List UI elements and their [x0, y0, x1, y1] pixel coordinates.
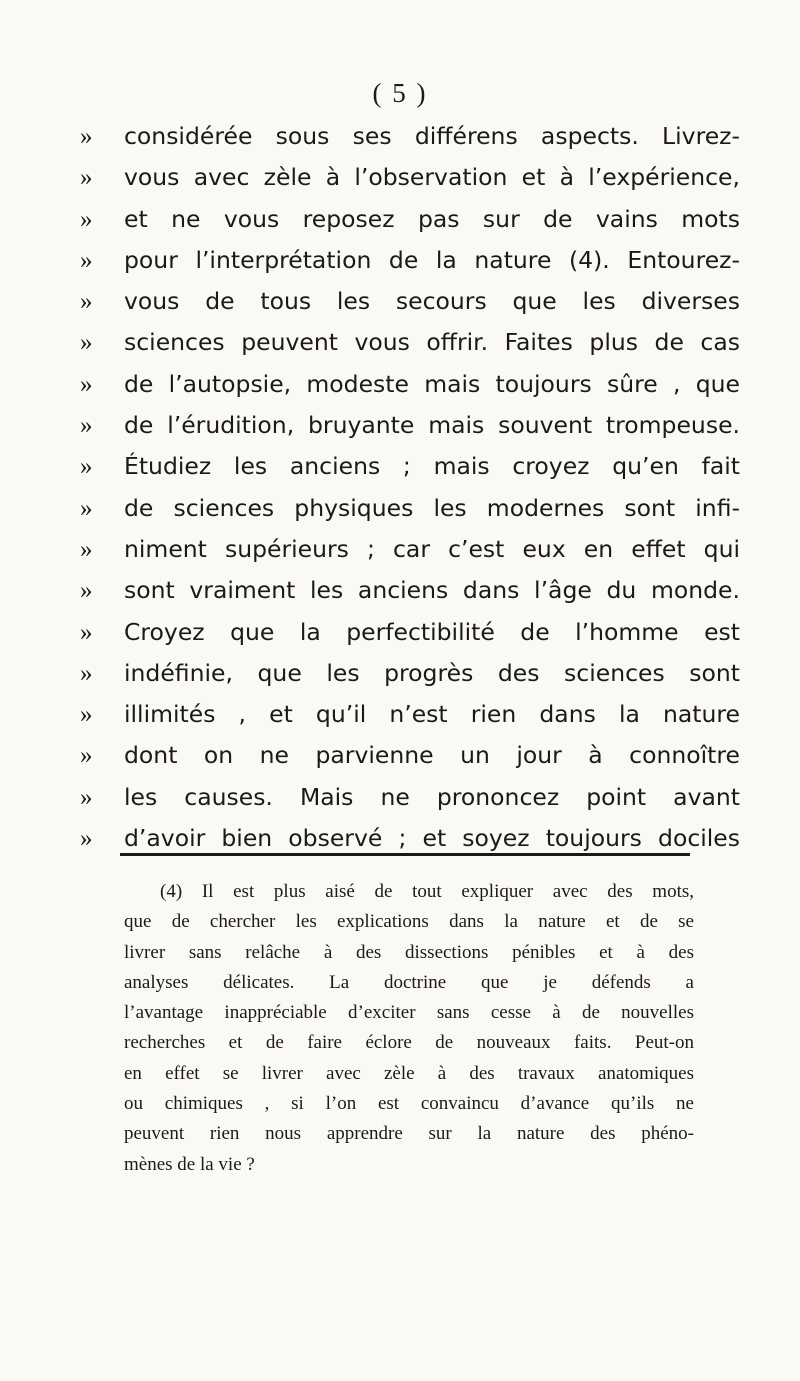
text-line — [80, 411, 740, 452]
line-text: de l’autopsie, modeste mais toujours sûre , que — [124, 369, 740, 398]
footnote-line: mènes de la vie ? — [124, 1153, 255, 1175]
quote-mark: » — [80, 412, 93, 440]
line-text: d’avoir bien observé ; et soyez toujours dociles — [124, 824, 740, 853]
text-line — [80, 494, 740, 535]
quote-mark: » — [80, 535, 93, 563]
text-line — [80, 535, 740, 576]
text-line — [80, 246, 740, 287]
text-line — [80, 328, 740, 369]
footnote-line: peuvent rien nous apprendre sur la nature des phéno- — [124, 1123, 694, 1145]
line-text: Croyez que la perfectibilité de l’homme est — [124, 617, 740, 646]
quote-mark: » — [80, 618, 93, 646]
text-line — [80, 370, 740, 411]
line-text: dont on ne parvienne un jour à connoître — [124, 741, 740, 770]
line-text: pour l’interprétation de la nature (4). Entourez- — [124, 245, 740, 274]
line-text: considérée sous ses différens aspects. Livrez- — [124, 122, 740, 150]
line-text: les causes. Mais ne prononcez point avant — [124, 782, 740, 811]
footnote-line: en effet se livrer avec zèle à des travaux anatomiques — [124, 1062, 694, 1084]
quote-mark: » — [80, 288, 93, 316]
quote-mark: » — [80, 370, 93, 398]
quote-mark: » — [80, 246, 93, 274]
quote-mark: » — [80, 164, 93, 192]
quote-mark: » — [80, 783, 93, 811]
line-text: Étudiez les anciens ; mais croyez qu’en fait — [124, 452, 740, 481]
text-line — [80, 287, 740, 328]
line-text: illimités , et qu’il n’est rien dans la nature — [124, 700, 740, 729]
text-line — [80, 659, 740, 700]
footnote-line: recherches et de faire éclore de nouveaux faits. Peut-on — [124, 1032, 694, 1054]
main-text — [80, 122, 740, 865]
footnote-line: livrer sans relâche à des dissections pénibles et à des — [124, 941, 694, 963]
quote-mark: » — [80, 742, 93, 770]
quote-mark: » — [80, 123, 93, 150]
text-line — [80, 700, 740, 741]
text-line — [80, 122, 740, 163]
quote-mark: » — [80, 825, 93, 853]
quote-mark: » — [80, 577, 93, 605]
line-text: vous avec zèle à l’observation et à l’expérience, — [124, 163, 740, 192]
footnote-line: l’avantage inappréciable d’exciter sans cesse à de nouvelles — [124, 1002, 694, 1024]
footnote-line: que de chercher les explications dans la nature et de se — [124, 911, 694, 933]
line-text: de sciences physiques les modernes sont infi- — [124, 493, 740, 522]
footnote-line: analyses délicates. La doctrine que je défends a — [124, 971, 694, 993]
text-line — [80, 205, 740, 246]
line-text: sciences peuvent vous offrir. Faites plus de cas — [124, 328, 740, 357]
line-text: de l’érudition, bruyante mais souvent trompeuse. — [124, 411, 740, 440]
line-text: sont vraiment les anciens dans l’âge du monde. — [124, 576, 740, 605]
quote-mark: » — [80, 205, 93, 233]
line-text: niment supérieurs ; car c’est eux en effet qui — [124, 534, 740, 563]
text-line — [80, 452, 740, 493]
text-line — [80, 576, 740, 617]
quote-mark: » — [80, 659, 93, 687]
text-line — [80, 618, 740, 659]
quote-mark: » — [80, 453, 93, 481]
line-text: vous de tous les secours que les diverses — [124, 287, 740, 316]
text-line — [80, 824, 740, 865]
line-text: et ne vous reposez pas sur de vains mots — [124, 204, 740, 233]
quote-mark: » — [80, 494, 93, 522]
text-line — [80, 741, 740, 782]
text-line — [80, 163, 740, 204]
text-line — [80, 783, 740, 824]
footnote — [124, 877, 694, 1180]
page-number: ( 5 ) — [372, 78, 428, 108]
footnote-separator-rule — [120, 853, 690, 856]
footnote-line: (4) Il est plus aisé de tout expliquer avec des mots, — [160, 881, 694, 902]
quote-mark: » — [80, 701, 93, 729]
line-text: indéfinie, que les progrès des sciences sont — [124, 658, 740, 687]
footnote-line: ou chimiques , si l’on est convaincu d’avance qu’ils ne — [124, 1093, 694, 1115]
quote-mark: » — [80, 329, 93, 357]
